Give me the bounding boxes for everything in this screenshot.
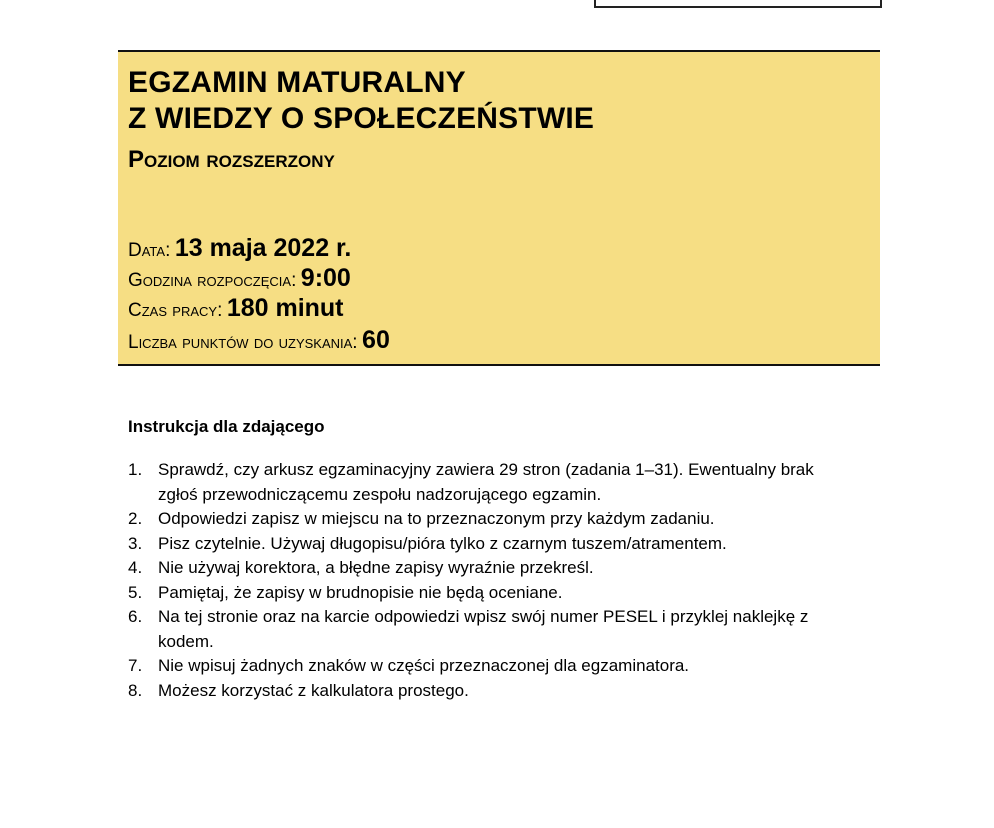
info-label: Godzina rozpoczęcia: (128, 270, 297, 291)
instruction-item (128, 679, 848, 704)
instructions-list (128, 458, 848, 703)
exam-title-line-2: Z WIEDZY O SPOŁECZEŃSTWIE (128, 102, 595, 135)
instruction-item (128, 605, 848, 654)
info-row-duration (128, 294, 344, 323)
instruction-item (128, 556, 848, 581)
exam-title-line-1: EGZAMIN MATURALNY (128, 66, 466, 99)
instruction-number: 6. (128, 607, 143, 626)
info-value: 180 minut (226, 294, 344, 322)
info-label: Data: (128, 240, 171, 261)
instructions-heading: Instrukcja dla zdającego (128, 417, 325, 436)
info-label: Czas pracy: (128, 300, 223, 321)
instruction-number: 7. (128, 656, 143, 675)
info-row-start-time (128, 264, 351, 293)
instruction-text: Nie wpisuj żadnych znaków w części przeznaczonej dla egzaminatora. (158, 656, 690, 675)
instruction-number: 2. (128, 509, 143, 528)
instruction-number: 8. (128, 680, 143, 700)
info-row-points (128, 326, 390, 355)
instruction-text: Nie używaj korektora, a błędne zapisy wyraźnie przekreśl. (158, 558, 594, 577)
instruction-text: Możesz korzystać z kalkulatora prostego. (158, 680, 469, 700)
info-value: 9:00 (300, 264, 351, 292)
instruction-text: Pisz czytelnie. Używaj długopisu/pióra tylko z czarnym tuszem/atramentem. (158, 533, 727, 553)
instruction-number: 4. (128, 558, 143, 577)
instruction-text: Pamiętaj, że zapisy w brudnopisie nie będą oceniane. (158, 582, 563, 602)
instruction-text: Sprawdź, czy arkusz egzaminacyjny zawiera 29 stron (zadania 1–31). Ewentualny brak zgłoś przewodniczącemu zespołu nadzorującego egzamin. (158, 460, 814, 504)
instruction-text: Na tej stronie oraz na karcie odpowiedzi wpisz swój numer PESEL i przyklej naklejkę z kodem. (158, 607, 809, 651)
instruction-text: Odpowiedzi zapisz w miejscu na to przeznaczonym przy każdym zadaniu. (158, 509, 715, 528)
instruction-number: 1. (128, 460, 143, 479)
instruction-number: 3. (128, 533, 143, 553)
instruction-item (128, 507, 848, 532)
code-box (594, 0, 882, 8)
info-label: Liczba punktów do uzyskania: (128, 332, 358, 353)
instruction-number: 5. (128, 582, 143, 602)
instruction-item (128, 532, 848, 557)
info-row-date (128, 234, 351, 263)
exam-header-panel (118, 50, 880, 366)
instruction-item (128, 581, 848, 606)
info-value: 13 maja 2022 r. (174, 234, 352, 262)
exam-level: Poziom rozszerzony (128, 146, 335, 173)
instruction-item (128, 654, 848, 679)
info-value: 60 (362, 326, 390, 354)
instruction-item (128, 458, 848, 507)
